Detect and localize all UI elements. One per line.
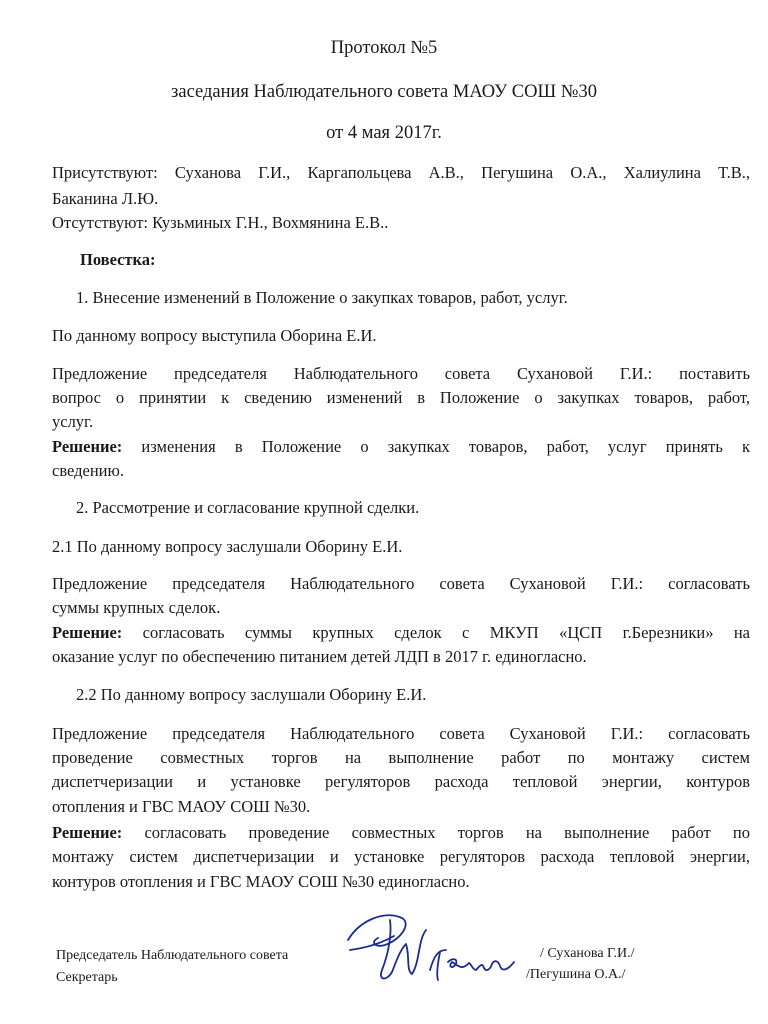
decision-label: Решение: xyxy=(52,823,123,842)
secretary-signature xyxy=(430,950,514,980)
item-2-1-decision-line-1 xyxy=(52,623,750,643)
item-2-1-speaker: 2.1 По данному вопросу заслушали Оборину Е.И. xyxy=(52,537,403,556)
item-1-proposal-line-1: Предложение председателя Наблюдательного совета Сухановой Г.И.: поставить xyxy=(52,364,750,383)
absent-line: Отсутствуют: Кузьминых Г.Н., Вохмянина Е.В.. xyxy=(52,213,389,232)
item-2-2-decision-line-1 xyxy=(52,823,750,843)
item-2-1-proposal-line-1: Предложение председателя Наблюдательного совета Сухановой Г.И.: согласовать xyxy=(52,574,750,593)
item-2-2-decision-line-2: монтажу систем диспетчеризации и установке регуляторов расхода тепловой энергии, xyxy=(52,847,750,866)
item-2-2-speaker: 2.2 По данному вопросу заслушали Оборину Е.И. xyxy=(76,685,427,704)
item-2-2-decision-line-3: контуров отопления и ГВС МАОУ СОШ №30 единогласно. xyxy=(52,872,470,891)
item-1-decision-line-2: сведению. xyxy=(52,461,124,480)
item-1-proposal-line-2: вопрос о принятии к сведению изменений в Положение о закупках товаров, работ, xyxy=(52,388,750,407)
present-line-1: Присутствуют: Суханова Г.И., Каргапольцева А.В., Пегушина О.А., Халиулина Т.В., xyxy=(52,163,750,182)
document-subtitle: заседания Наблюдательного совета МАОУ СОШ №30 xyxy=(171,82,597,102)
item-2-1-decision-line-2: оказание услуг по обеспечению питанием детей ЛДП в 2017 г. единогласно. xyxy=(52,647,587,666)
item-1-speaker: По данному вопросу выступила Оборина Е.И. xyxy=(52,326,377,345)
chair-signature xyxy=(348,915,426,978)
present-line-2: Баканина Л.Ю. xyxy=(52,189,159,208)
decision-text: согласовать суммы крупных сделок с МКУП «ЦСП г.Березники» на xyxy=(122,623,750,642)
decision-text: согласовать проведение совместных торгов на выполнение работ по xyxy=(122,823,750,842)
secretary-role: Секретарь xyxy=(56,970,118,985)
document-title: Протокол №5 xyxy=(330,38,438,58)
handwritten-signatures xyxy=(330,900,560,1000)
decision-label: Решение: xyxy=(52,437,123,456)
item-1-proposal-line-3: услуг. xyxy=(52,412,94,431)
decision-label: Решение: xyxy=(52,623,123,642)
chair-role: Председатель Наблюдательного совета xyxy=(56,948,289,963)
item-2-2-proposal-line-4: отопления и ГВС МАОУ СОШ №30. xyxy=(52,797,311,816)
decision-text: изменения в Положение о закупках товаров, работ, услуг принять к xyxy=(122,437,750,456)
item-2-1-proposal-line-2: суммы крупных сделок. xyxy=(52,598,221,617)
chair-name: / Суханова Г.И./ xyxy=(540,946,635,961)
agenda-item-1-title: 1. Внесение изменений в Положение о закупках товаров, работ, услуг. xyxy=(76,288,568,307)
item-2-2-proposal-line-1: Предложение председателя Наблюдательного совета Сухановой Г.И.: согласовать xyxy=(52,724,750,743)
item-1-decision-line-1 xyxy=(52,437,750,457)
agenda-heading: Повестка: xyxy=(80,250,156,269)
agenda-item-2-title: 2. Рассмотрение и согласование крупной сделки. xyxy=(76,498,420,517)
document-date: от 4 мая 2017г. xyxy=(326,123,442,143)
secretary-name: /Пегушина О.А./ xyxy=(526,967,626,982)
item-2-2-proposal-line-3: диспетчеризации и установке регуляторов расхода тепловой энергии, контуров xyxy=(52,772,750,791)
item-2-2-proposal-line-2: проведение совместных торгов на выполнение работ по монтажу систем xyxy=(52,748,750,767)
